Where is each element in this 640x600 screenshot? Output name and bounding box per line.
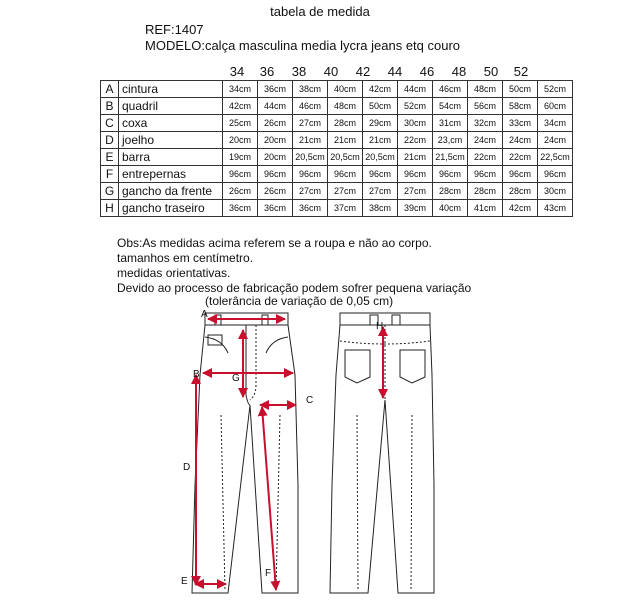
table-cell: 26cm: [223, 183, 258, 200]
row-label: cintura: [119, 81, 223, 98]
table-cell: 58cm: [503, 98, 538, 115]
table-cell: 38cm: [293, 81, 328, 98]
pants-diagram: [0, 305, 640, 600]
table-cell: 96cm: [258, 166, 293, 183]
table-cell: 28cm: [468, 183, 503, 200]
size-label: 34: [229, 64, 245, 79]
label-a: A: [201, 309, 208, 320]
label-h: H: [376, 321, 384, 332]
table-cell: 52cm: [398, 98, 433, 115]
table-cell: 32cm: [468, 115, 503, 132]
row-label: gancho da frente: [119, 183, 223, 200]
table-cell: 20,5cm: [363, 149, 398, 166]
label-d: D: [183, 462, 191, 473]
table-row: [101, 166, 573, 183]
table-cell: 20cm: [258, 132, 293, 149]
row-code: D: [101, 132, 119, 149]
table-cell: 24cm: [538, 132, 573, 149]
table-cell: 24cm: [503, 132, 538, 149]
table-cell: 30cm: [398, 115, 433, 132]
table-cell: 48cm: [328, 98, 363, 115]
reference-code: REF:1407: [145, 22, 204, 37]
row-code: B: [101, 98, 119, 115]
table-cell: 36cm: [258, 81, 293, 98]
tolerance-note: (tolerância de variação de 0,05 cm): [205, 294, 394, 308]
table-cell: 52cm: [538, 81, 573, 98]
size-label: 38: [291, 64, 307, 79]
table-cell: 33cm: [503, 115, 538, 132]
size-label: 50: [483, 64, 499, 79]
table-cell: 25cm: [223, 115, 258, 132]
table-cell: 21cm: [398, 149, 433, 166]
table-cell: 36cm: [293, 200, 328, 217]
table-cell: 34cm: [223, 81, 258, 98]
label-c: C: [306, 395, 314, 406]
table-cell: 21cm: [293, 132, 328, 149]
size-label: 40: [323, 64, 339, 79]
table-cell: 56cm: [468, 98, 503, 115]
table-cell: 96cm: [468, 166, 503, 183]
table-cell: 21,5cm: [433, 149, 468, 166]
table-cell: 27cm: [363, 183, 398, 200]
table-cell: 27cm: [293, 183, 328, 200]
table-cell: 40cm: [328, 81, 363, 98]
table-cell: 22cm: [398, 132, 433, 149]
table-cell: 31cm: [433, 115, 468, 132]
row-label: quadril: [119, 98, 223, 115]
row-label: joelho: [119, 132, 223, 149]
size-label: 46: [419, 64, 435, 79]
table-cell: 96cm: [223, 166, 258, 183]
measure-arrows: [195, 319, 383, 590]
row-label: coxa: [119, 115, 223, 132]
note-line: Obs:As medidas acima referem se a roupa e não ao corpo.: [117, 236, 432, 250]
size-label: 52: [513, 64, 529, 79]
arrow-f: [262, 407, 276, 590]
row-code: C: [101, 115, 119, 132]
row-code: E: [101, 149, 119, 166]
table-cell: 37cm: [328, 200, 363, 217]
table-cell: 34cm: [538, 115, 573, 132]
table-cell: 38cm: [363, 200, 398, 217]
note-line: Devido ao processo de fabricação podem sofrer pequena variação: [117, 281, 472, 295]
size-label: 42: [355, 64, 371, 79]
table-cell: 22,5cm: [538, 149, 573, 166]
table-cell: 42cm: [503, 200, 538, 217]
notes-block: [117, 236, 471, 296]
table-cell: 20cm: [223, 132, 258, 149]
row-code: G: [101, 183, 119, 200]
table-cell: 44cm: [398, 81, 433, 98]
table-cell: 60cm: [538, 98, 573, 115]
table-cell: 21cm: [328, 132, 363, 149]
table-cell: 36cm: [223, 200, 258, 217]
table-cell: 22cm: [468, 149, 503, 166]
table-row: [101, 183, 573, 200]
table-cell: 27cm: [398, 183, 433, 200]
table-cell: 46cm: [433, 81, 468, 98]
table-cell: 39cm: [398, 200, 433, 217]
row-label: barra: [119, 149, 223, 166]
table-cell: 23,cm: [433, 132, 468, 149]
table-cell: 96cm: [363, 166, 398, 183]
model-description: MODELO:calça masculina media lycra jeans etq couro: [145, 38, 461, 53]
table-row: [101, 115, 573, 132]
table-cell: 96cm: [538, 166, 573, 183]
measurement-table: [100, 80, 573, 217]
table-cell: 28cm: [433, 183, 468, 200]
table-row: [101, 132, 573, 149]
table-cell: 28cm: [503, 183, 538, 200]
note-line: medidas orientativas.: [117, 266, 231, 280]
table-cell: 20,5cm: [328, 149, 363, 166]
table-cell: 20,5cm: [293, 149, 328, 166]
label-e: E: [181, 576, 188, 587]
table-cell: 20cm: [258, 149, 293, 166]
size-label: 48: [451, 64, 467, 79]
table-cell: 29cm: [363, 115, 398, 132]
table-cell: 46cm: [293, 98, 328, 115]
row-code: F: [101, 166, 119, 183]
label-b: B: [193, 369, 200, 380]
row-code: H: [101, 200, 119, 217]
table-cell: 96cm: [398, 166, 433, 183]
front-pants-illustration: [192, 313, 298, 593]
note-line: tamanhos em centímetro.: [117, 251, 254, 265]
row-code: A: [101, 81, 119, 98]
table-cell: 96cm: [503, 166, 538, 183]
table-cell: 22cm: [503, 149, 538, 166]
table-row: [101, 81, 573, 98]
table-cell: 41cm: [468, 200, 503, 217]
table-cell: 50cm: [363, 98, 398, 115]
label-g: G: [232, 373, 240, 384]
row-label: gancho traseiro: [119, 200, 223, 217]
page-title: tabela de medida: [270, 4, 370, 19]
table-cell: 30cm: [538, 183, 573, 200]
table-cell: 40cm: [433, 200, 468, 217]
table-row: [101, 200, 573, 217]
table-cell: 42cm: [223, 98, 258, 115]
table-cell: 19cm: [223, 149, 258, 166]
table-cell: 28cm: [328, 115, 363, 132]
size-label: 36: [259, 64, 275, 79]
table-cell: 36cm: [258, 200, 293, 217]
size-label: 44: [387, 64, 403, 79]
label-f: F: [265, 568, 272, 579]
row-label: entrepernas: [119, 166, 223, 183]
table-cell: 54cm: [433, 98, 468, 115]
table-cell: 42cm: [363, 81, 398, 98]
table-cell: 96cm: [293, 166, 328, 183]
table-row: [101, 149, 573, 166]
table-cell: 50cm: [503, 81, 538, 98]
table-cell: 96cm: [328, 166, 363, 183]
table-cell: 26cm: [258, 183, 293, 200]
table-row: [101, 98, 573, 115]
table-cell: 48cm: [468, 81, 503, 98]
table-cell: 43cm: [538, 200, 573, 217]
table-cell: 96cm: [433, 166, 468, 183]
table-cell: 21cm: [363, 132, 398, 149]
table-cell: 44cm: [258, 98, 293, 115]
table-cell: 26cm: [258, 115, 293, 132]
table-cell: 24cm: [468, 132, 503, 149]
table-cell: 27cm: [328, 183, 363, 200]
table-cell: 27cm: [293, 115, 328, 132]
